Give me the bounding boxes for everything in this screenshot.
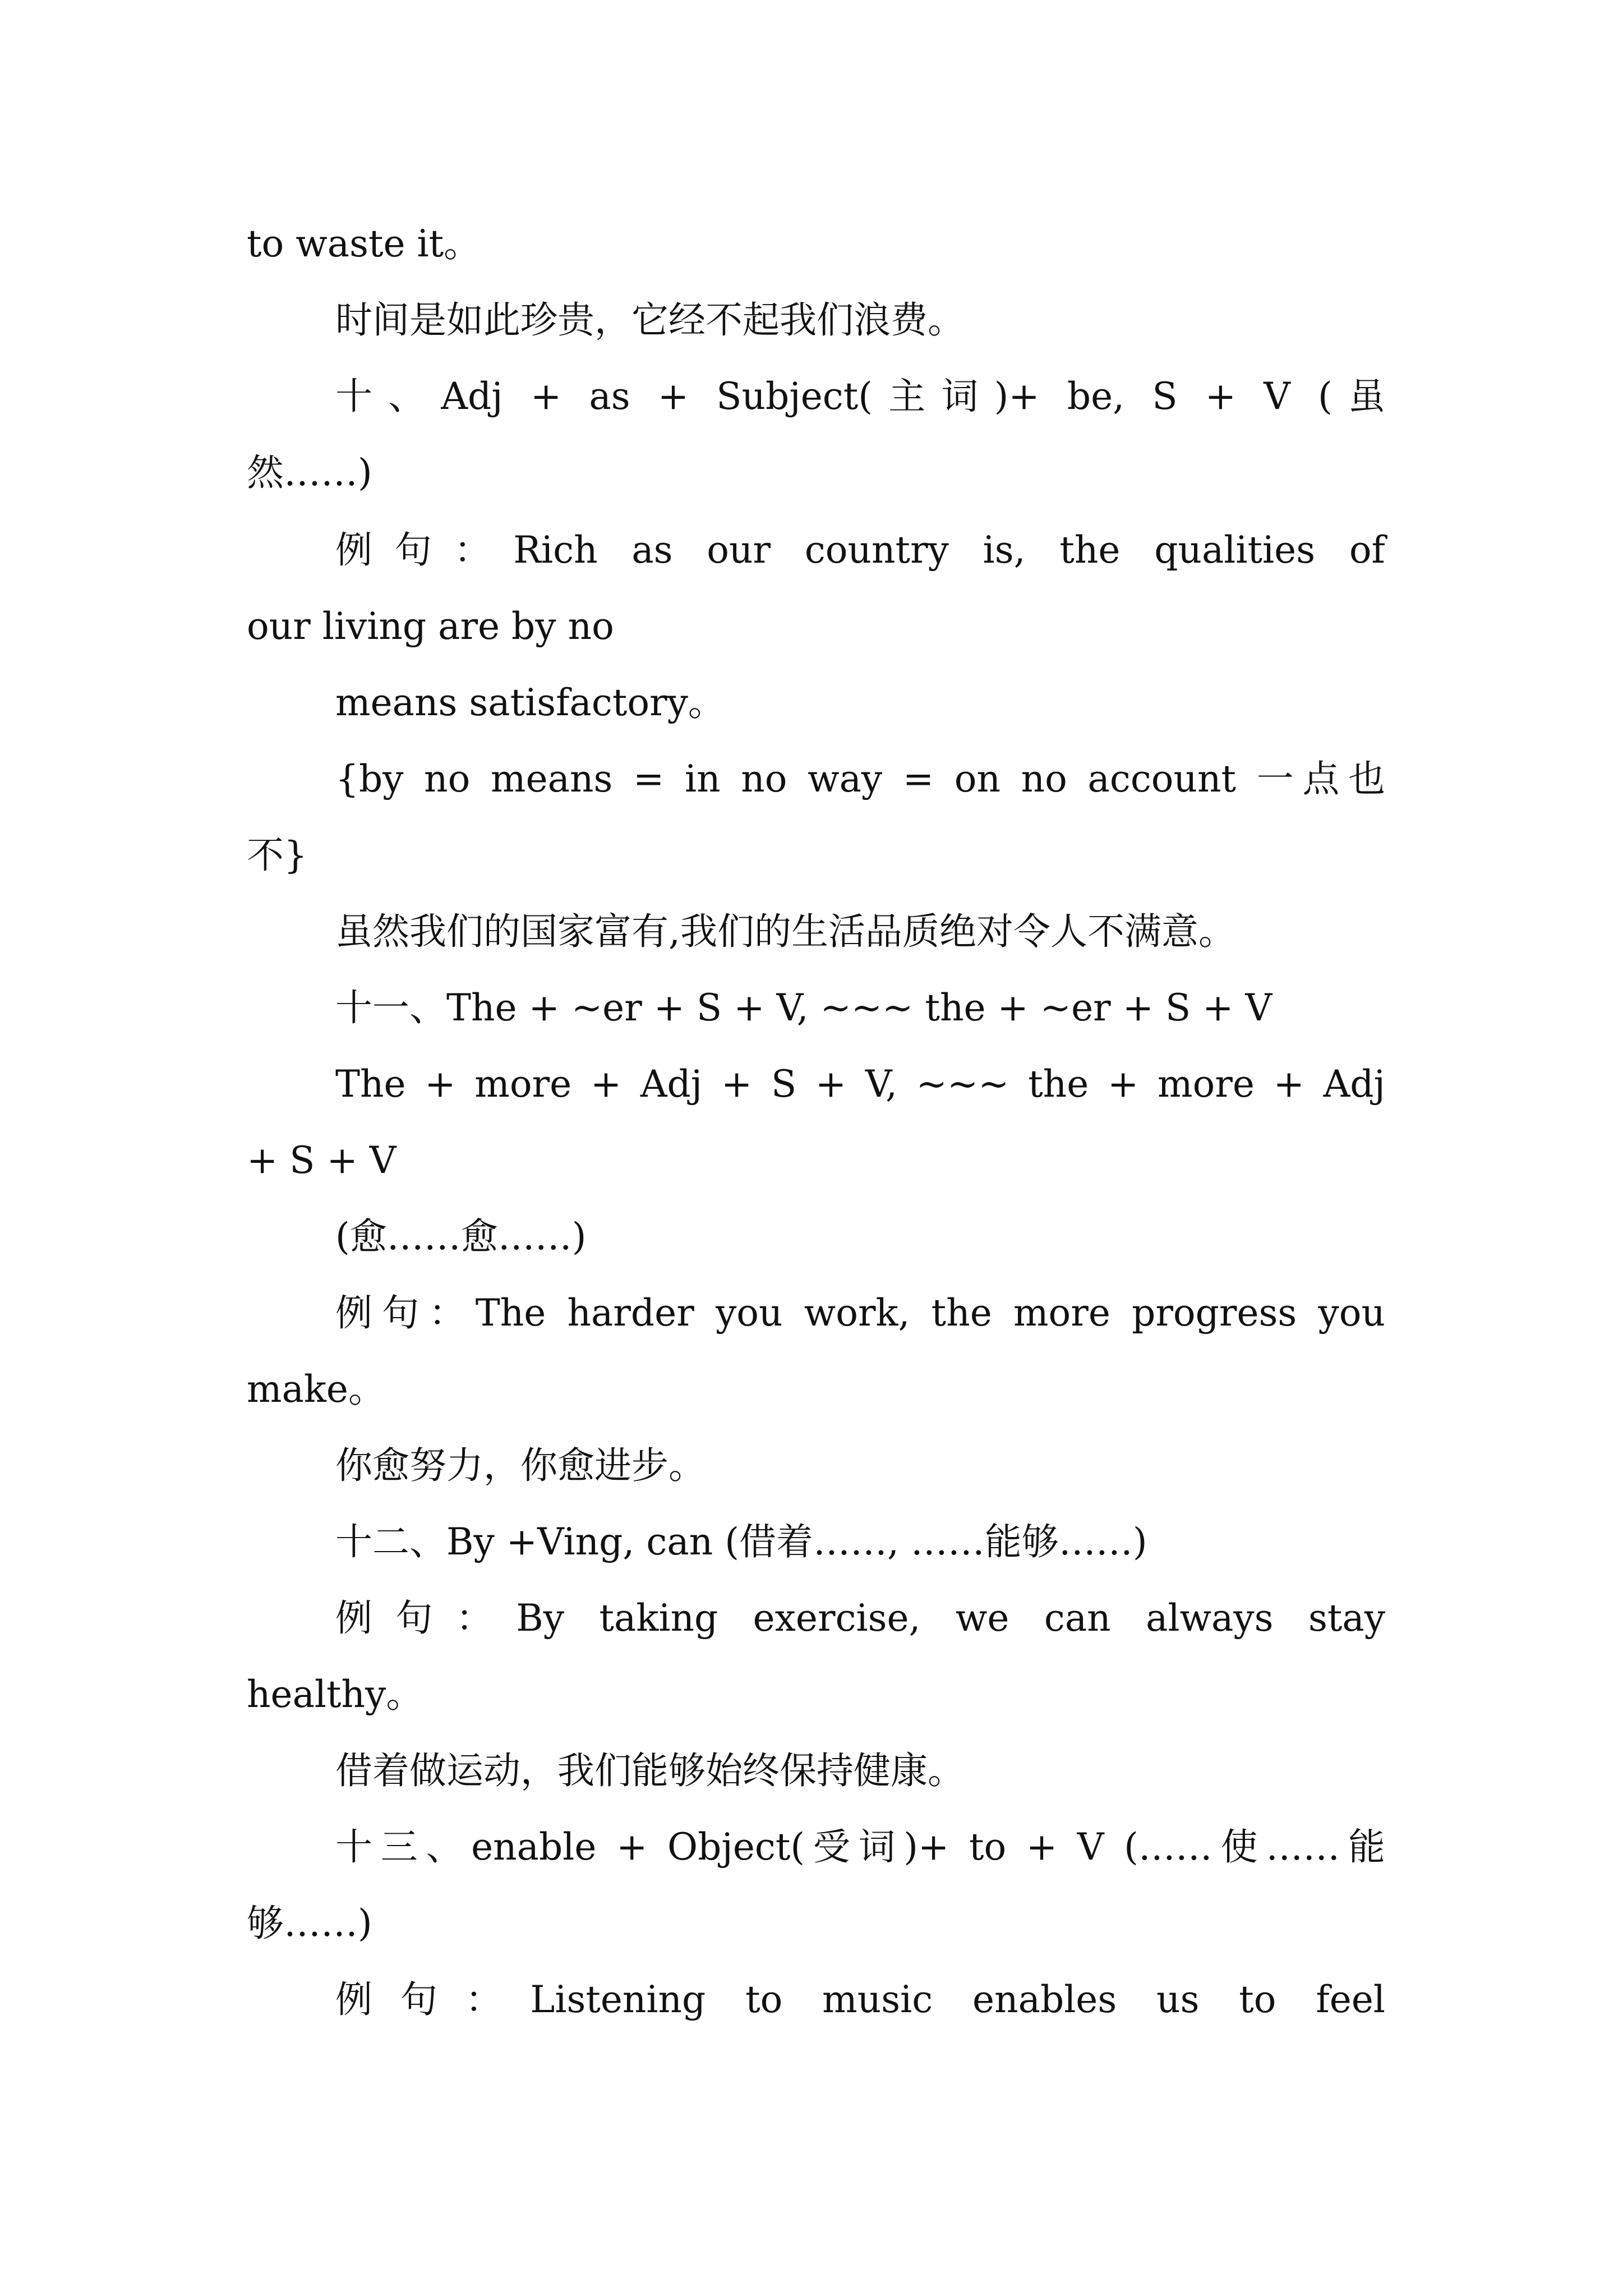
section-heading: 十三、enable + Object(受词)+ to + V (……使……能 <box>335 1825 1385 1869</box>
example-sentence: 例句：The harder you work, the more progress you <box>335 1291 1385 1335</box>
text-line: + S + V <box>247 1139 396 1182</box>
text-line: healthy。 <box>247 1673 423 1716</box>
translation-line: 你愈努力，你愈进步。 <box>335 1444 706 1487</box>
text-line: 不} <box>247 834 307 877</box>
translation-line: 虽然我们的国家富有,我们的生活品质绝对令人不满意。 <box>335 910 1235 953</box>
note-line: {by no means = in no way = on no account 一点也 <box>335 757 1385 800</box>
example-sentence: 例句：Listening to music enables us to feel <box>335 1978 1385 2021</box>
section-heading: 十二、By +Ving, can (借着……, ……能够……) <box>335 1520 1147 1563</box>
example-sentence: 例句：By taking exercise, we can always stay <box>335 1596 1385 1640</box>
translation-line: 借着做运动，我们能够始终保持健康。 <box>335 1749 965 1792</box>
text-line: The + more + Adj + S + V, ~~~ the + more + Adj <box>335 1062 1385 1106</box>
text-line: means satisfactory。 <box>335 681 725 724</box>
text-line: to waste it。 <box>247 222 481 265</box>
text-line: 时间是如此珍贵，它经不起我们浪费。 <box>335 298 965 342</box>
text-line: (愈……愈……) <box>335 1215 587 1258</box>
section-heading: 十、Adj + as + Subject(主词)+ be, S + V (虽 <box>335 375 1385 418</box>
text-line: 然……) <box>247 451 372 494</box>
text-line: our living are by no <box>247 605 614 648</box>
section-heading: 十一、The + ~er + S + V, ~~~ the + ~er + S + V <box>335 986 1272 1029</box>
text-line: 够……) <box>247 1902 372 1945</box>
example-sentence: 例句：Rich as our country is, the qualities of <box>335 528 1385 572</box>
text-line: make。 <box>247 1368 385 1411</box>
